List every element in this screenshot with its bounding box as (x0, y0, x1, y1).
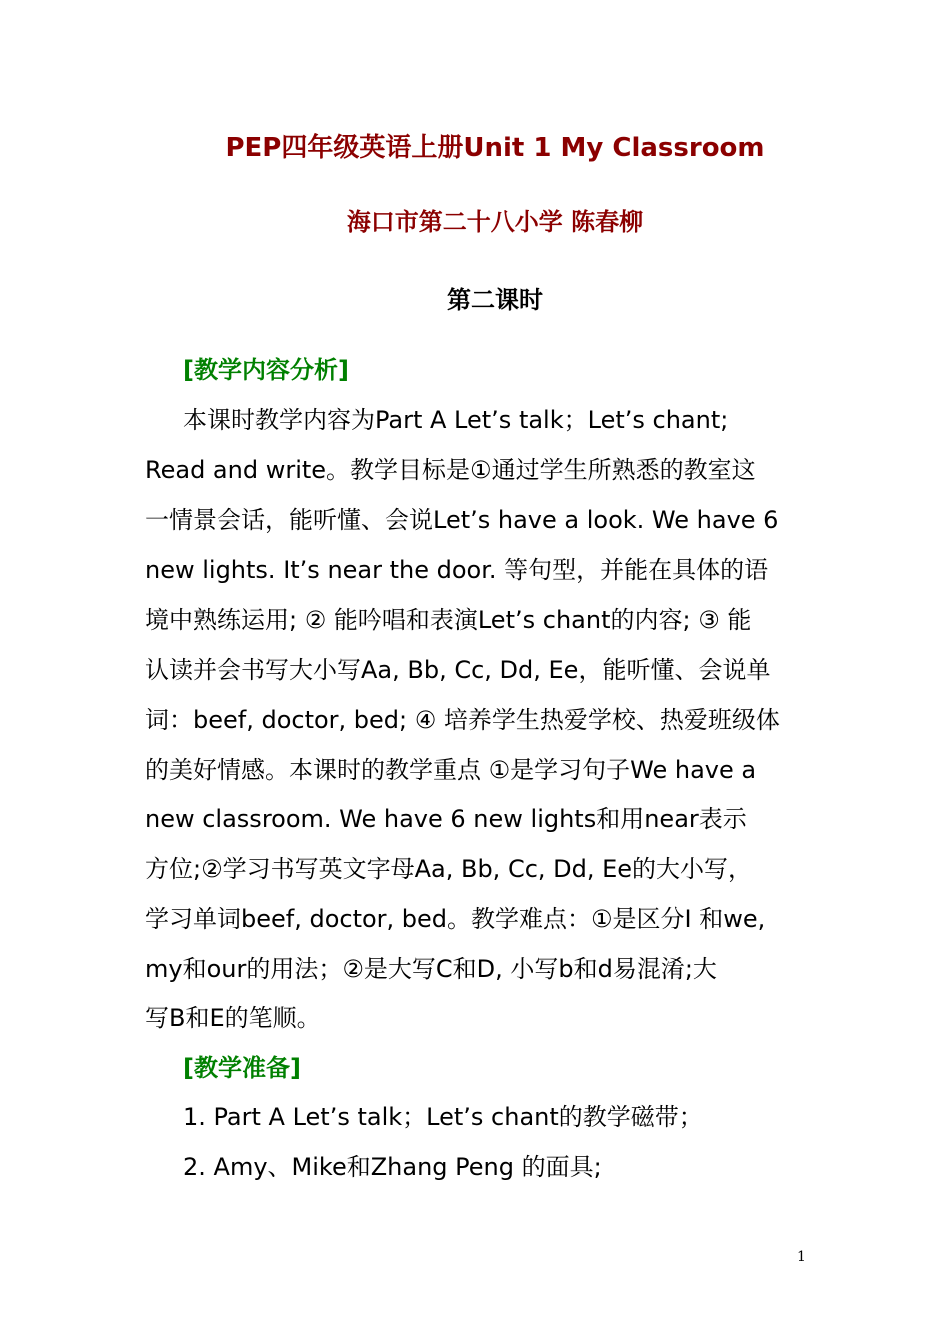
paragraph-line: 认读并会书写大小写Aa, Bb, Cc, Dd, Ee，能听懂、会说单 (145, 656, 771, 684)
paragraph-line: Read and write。教学目标是①通过学生所熟悉的教室这 (145, 456, 756, 484)
section-heading-preparation: [教学准备] (183, 1054, 301, 1082)
page-number: 1 (797, 1249, 806, 1265)
paragraph-line: 的美好情感。本课时的教学重点 ①是学习句子We have a (145, 756, 757, 784)
paragraph-line: 境中熟练运用; ② 能吟唱和表演Let’s chant的内容; ③ 能 (145, 606, 752, 634)
paragraph-line: new lights. It’s near the door. 等句型，并能在具体的语 (145, 556, 769, 584)
paragraph-line: 词：beef, doctor, bed; ④ 培养学生热爱学校、热爱班级体 (145, 706, 780, 734)
paragraph-line: my和our的用法；②是大写C和D, 小写b和d易混淆;大 (145, 955, 717, 983)
list-item: 1. Part A Let’s talk；Let’s chant的教学磁带； (183, 1103, 703, 1131)
author-line: 海口市第二十八小学 陈春柳 (346, 208, 644, 236)
document-title: PEP四年级英语上册Unit 1 My Classroom (225, 133, 765, 163)
paragraph-line: 学习单词beef, doctor, bed。教学难点：①是区分I 和we, (145, 905, 766, 933)
paragraph-line: new classroom. We have 6 new lights和用near表示 (145, 805, 747, 833)
paragraph-line: 一情景会话，能听懂、会说Let’s have a look. We have 6 (145, 506, 779, 534)
list-item: 2. Amy、Mike和Zhang Peng 的面具; (183, 1153, 602, 1181)
lesson-label: 第二课时 (447, 286, 543, 314)
section-heading-content-analysis: [教学内容分析] (183, 356, 349, 384)
paragraph-line: 方位;②学习书写英文字母Aa, Bb, Cc, Dd, Ee的大小写， (145, 855, 753, 883)
paragraph-line: 本课时教学内容为Part A Let’s talk；Let’s chant; (183, 406, 729, 434)
paragraph-line: 写B和E的笔顺。 (145, 1004, 321, 1032)
